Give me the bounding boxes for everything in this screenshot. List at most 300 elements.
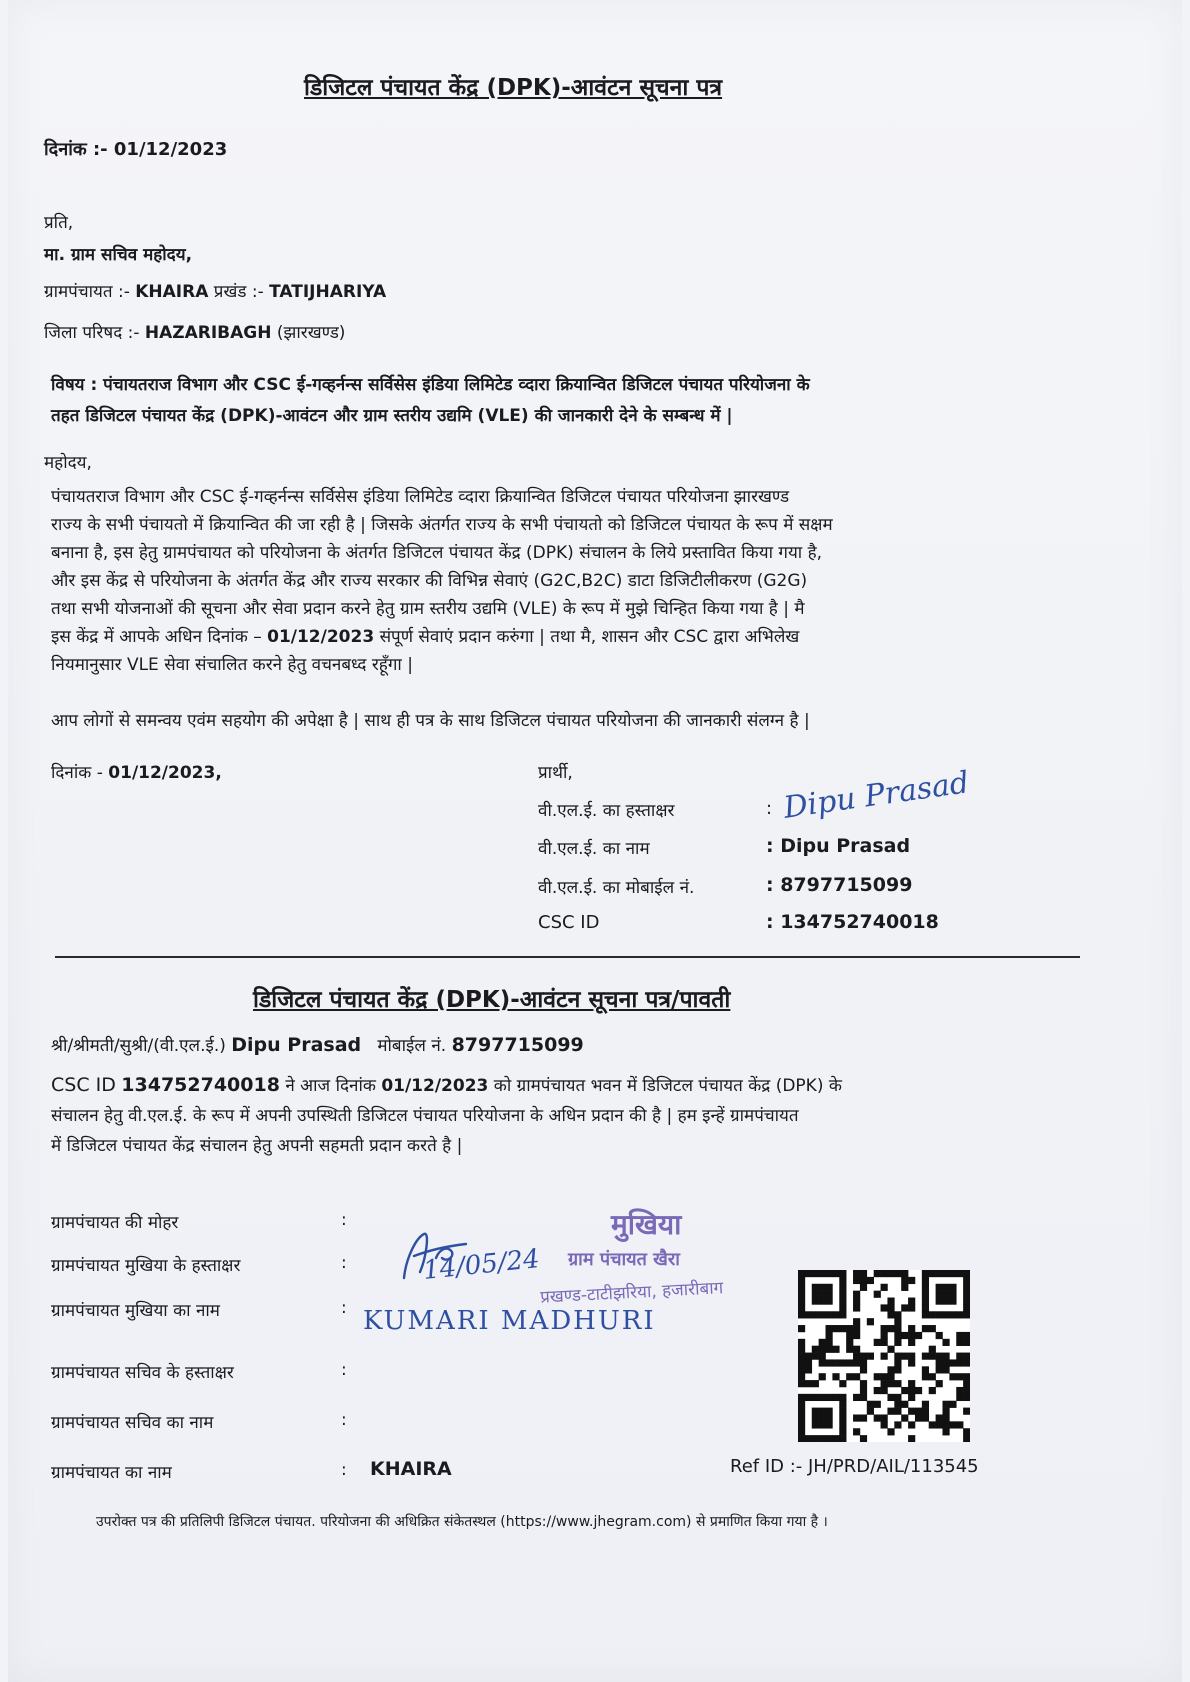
qr-module [839,1421,846,1428]
qr-module [805,1380,812,1387]
qr-module [839,1380,846,1387]
vle-name-value: : Dipu Prasad [766,835,911,857]
vle-cscid-label: CSC ID [538,912,600,933]
qr-module [963,1373,970,1380]
qr-module [956,1311,963,1318]
qr-module [874,1414,881,1421]
qr-module [846,1325,853,1332]
addressee: मा. ग्राम सचिव महोदय, [44,245,193,265]
qr-module [860,1414,867,1421]
qr-module [832,1394,839,1401]
qr-module [881,1421,888,1428]
qr-module [853,1353,860,1360]
ref-id: Ref ID :- JH/PRD/AIL/113545 [730,1456,979,1477]
qr-module [942,1414,949,1421]
qr-module [963,1277,970,1284]
qr-module [922,1373,929,1380]
qr-module [839,1304,846,1311]
qr-module [908,1408,915,1415]
qr-module [887,1270,894,1277]
qr-module [839,1311,846,1318]
qr-module [853,1394,860,1401]
qr-module [963,1380,970,1387]
qr-module [839,1394,846,1401]
qr-module [798,1284,805,1291]
field-gp-name-colon: : [341,1460,347,1480]
qr-module [956,1359,963,1366]
qr-module [860,1353,867,1360]
subject-line-1: विषय : पंचायतराज विभाग और CSC ई-गव्हर्नन्स सर्विसेस इंडिया लिमिटेड व्दारा क्रियान्वित डिजिटल पंचायत परियोजना के [51,375,810,395]
qr-module [929,1311,936,1318]
qr-module [860,1380,867,1387]
qr-module [839,1428,846,1435]
qr-module [839,1414,846,1421]
receipt-date: 01/12/2023 [381,1076,489,1096]
qr-module [853,1332,860,1339]
qr-module [936,1366,943,1373]
qr-module [887,1298,894,1305]
qr-module [846,1339,853,1346]
qr-module [798,1359,805,1366]
qr-module [846,1359,853,1366]
qr-module [798,1277,805,1284]
qr-module [936,1414,943,1421]
qr-module [887,1428,894,1435]
qr-module [894,1394,901,1401]
qr-module [963,1387,970,1394]
qr-module [963,1291,970,1298]
field-sachiv-sig-label: ग्रामपंचायत सचिव के हस्ताक्षर [51,1363,234,1383]
signoff-date-label: दिनांक - [51,763,103,783]
qr-module [853,1414,860,1421]
qr-module [805,1435,812,1442]
qr-module [949,1284,956,1291]
qr-module [894,1332,901,1339]
qr-module [963,1394,970,1401]
qr-module [929,1270,936,1277]
qr-module [805,1353,812,1360]
qr-module [805,1270,812,1277]
qr-module [853,1304,860,1311]
qr-module [963,1353,970,1360]
gp-line [44,279,386,302]
qr-module [908,1339,915,1346]
qr-module [887,1325,894,1332]
qr-module [832,1311,839,1318]
qr-module [942,1353,949,1360]
person-name: Dipu Prasad [231,1034,362,1056]
qr-module [832,1325,839,1332]
body-line: नियमानुसार VLE सेवा संचालित करने हेतु वचनबध्द रहूँगा | [51,655,413,675]
qr-module [839,1298,846,1305]
vle-signature: Dipu Prasad [781,765,972,826]
qr-module [860,1435,867,1442]
qr-module [826,1270,833,1277]
qr-module [901,1353,908,1360]
qr-module [826,1394,833,1401]
qr-module [942,1408,949,1415]
qr-module [853,1325,860,1332]
qr-module [949,1401,956,1408]
body-line: बनाना है, इस हेतु ग्रामपंचायत को परियोजना के अंतर्गत डिजिटल पंचायत केंद्र (DPK) संचालन के लिये प्रस्तावित किया गया है, [51,543,823,563]
qr-code [798,1270,970,1442]
qr-module [812,1298,819,1305]
qr-module [832,1359,839,1366]
qr-module [832,1435,839,1442]
qr-module [860,1394,867,1401]
qr-module [929,1346,936,1353]
qr-module [901,1414,908,1421]
body-line: तथा सभी योजनाओं की सूचना और सेवा प्रदान करने हेतु ग्राम स्तरीय उद्यमि (VLE) के रूप में मुझे चिन्हित किया गया है | मै [51,599,805,619]
qr-module [826,1284,833,1291]
qr-module [819,1339,826,1346]
qr-module [819,1311,826,1318]
qr-module [949,1373,956,1380]
qr-module [936,1311,943,1318]
qr-module [819,1414,826,1421]
qr-module [798,1270,805,1277]
qr-module [798,1428,805,1435]
qr-module [901,1304,908,1311]
body-line: और इस केंद्र से परियोजना के अंतर्गत केंद्र और राज्य सरकार की विभिन्न सेवाएं (G2C,B2C) डाटा डिजिटीलीकरण (G2G) [51,571,808,591]
district-label: जिला परिषद :- [44,323,140,343]
qr-module [798,1435,805,1442]
qr-module [908,1421,915,1428]
qr-module [881,1270,888,1277]
block-value: TATIJHARIYA [269,282,387,302]
qr-module [963,1270,970,1277]
body-line: राज्य के सभी पंचायतो में क्रियान्वित की जा रही है | जिसके अंतर्गत राज्य के सभी पंचायतो को डिजिटल पंचायत के रूप में सक्षम [51,515,833,535]
state: (झारखण्ड) [276,323,346,343]
qr-module [867,1353,874,1360]
footer-note: उपरोक्त पत्र की प्रतिलिपी डिजिटल पंचायत. परियोजना की अधिक्रित संकेतस्थल (https://www.jhegram.com) से प्रमाणित किया गया है । [96,1514,828,1530]
qr-module [956,1387,963,1394]
qr-module [963,1359,970,1366]
qr-module [908,1394,915,1401]
qr-module [798,1401,805,1408]
qr-module [942,1270,949,1277]
qr-module [963,1339,970,1346]
qr-module [867,1318,874,1325]
qr-module [881,1414,888,1421]
qr-module [942,1366,949,1373]
qr-module [929,1421,936,1428]
qr-module [798,1346,805,1353]
qr-module [908,1332,915,1339]
district-line [44,320,345,343]
qr-module [881,1380,888,1387]
qr-module [881,1373,888,1380]
receipt-text-b: को ग्रामपंचायत भवन में डिजिटल पंचायत केंद्र (DPK) के [493,1076,842,1096]
qr-module [826,1291,833,1298]
person-mobile-prefix: मोबाईल नं. [377,1036,447,1056]
qr-module [846,1332,853,1339]
gp-label: ग्रामपंचायत :- [44,282,130,302]
qr-module [826,1311,833,1318]
qr-module [956,1339,963,1346]
qr-module [881,1304,888,1311]
qr-module [819,1359,826,1366]
qr-module [798,1408,805,1415]
qr-module [798,1298,805,1305]
qr-module [901,1387,908,1394]
qr-module [956,1373,963,1380]
qr-module [963,1298,970,1305]
qr-module [798,1325,805,1332]
qr-module [798,1304,805,1311]
qr-module [894,1353,901,1360]
qr-module [832,1346,839,1353]
qr-module [922,1366,929,1373]
qr-module [860,1270,867,1277]
qr-module [798,1353,805,1360]
qr-module [887,1394,894,1401]
qr-module [922,1291,929,1298]
qr-module [819,1435,826,1442]
qr-module [963,1311,970,1318]
qr-module [853,1298,860,1305]
qr-module [853,1277,860,1284]
vle-sig-colon: : [766,798,773,819]
qr-module [798,1421,805,1428]
qr-module [894,1359,901,1366]
qr-module [922,1277,929,1284]
field-sachiv-name-colon: : [341,1410,347,1430]
qr-module [826,1346,833,1353]
qr-module [942,1428,949,1435]
field-sachiv-name-label: ग्रामपंचायत सचिव का नाम [51,1413,214,1433]
vle-name-label: वी.एल.ई. का नाम [538,839,650,859]
qr-module [812,1284,819,1291]
qr-module [798,1339,805,1346]
qr-module [860,1366,867,1373]
qr-module [949,1311,956,1318]
qr-module [798,1380,805,1387]
qr-module [963,1428,970,1435]
mukhiya-handwritten-name: KUMARI MADHURI [363,1306,656,1336]
qr-module [942,1359,949,1366]
qr-module [894,1325,901,1332]
qr-module [812,1346,819,1353]
field-mukhiya-sig-label: ग्रामपंचायत मुखिया के हस्ताक्षर [51,1256,241,1276]
qr-module [860,1387,867,1394]
qr-module [922,1414,929,1421]
qr-module [963,1284,970,1291]
qr-module [887,1373,894,1380]
qr-module [826,1421,833,1428]
qr-module [915,1332,922,1339]
receipt-line: में डिजिटल पंचायत केंद्र संचालन हेतु अपनी सहमती प्रदान करते है | [51,1136,463,1156]
qr-module [887,1346,894,1353]
qr-module [936,1332,943,1339]
gp-value: KHAIRA [135,282,209,302]
qr-module [922,1311,929,1318]
qr-module [826,1408,833,1415]
qr-module [853,1373,860,1380]
line6-a: इस केंद्र में आपके अधिन दिनांक – [51,627,262,647]
applicant-label: प्रार्थी, [538,763,573,783]
qr-module [819,1284,826,1291]
field-gp-name-value: KHAIRA [370,1458,452,1480]
qr-module [826,1359,833,1366]
qr-module [942,1311,949,1318]
page-title: डिजिटल पंचायत केंद्र (DPK)-आवंटन सूचना पत्र [304,75,723,101]
field-mukhiya-name-label: ग्रामपंचायत मुखिया का नाम [51,1301,220,1321]
qr-module [936,1353,943,1360]
qr-module [812,1435,819,1442]
qr-module [929,1325,936,1332]
qr-module [887,1380,894,1387]
qr-module [812,1270,819,1277]
qr-module [922,1401,929,1408]
field-seal-colon: : [341,1210,347,1230]
qr-module [894,1270,901,1277]
receipt-cscid: 134752740018 [121,1074,280,1096]
qr-module [826,1332,833,1339]
qr-module [832,1373,839,1380]
qr-module [839,1435,846,1442]
letter-date: दिनांक :- 01/12/2023 [44,139,228,160]
qr-module [819,1346,826,1353]
qr-module [922,1284,929,1291]
qr-module [846,1373,853,1380]
qr-module [819,1394,826,1401]
qr-module [839,1359,846,1366]
qr-module [805,1359,812,1366]
body-line [51,623,1091,651]
qr-module [922,1353,929,1360]
qr-module [929,1353,936,1360]
qr-module [839,1270,846,1277]
qr-module [812,1408,819,1415]
qr-module [881,1387,888,1394]
qr-module [839,1408,846,1415]
qr-module [949,1270,956,1277]
qr-module [887,1408,894,1415]
qr-module [812,1421,819,1428]
qr-module [936,1380,943,1387]
qr-module [832,1270,839,1277]
qr-module [894,1318,901,1325]
qr-module [956,1353,963,1360]
qr-module [908,1298,915,1305]
qr-module [839,1401,846,1408]
qr-module [826,1435,833,1442]
block-label: प्रखंड :- [213,282,264,302]
qr-module [874,1373,881,1380]
qr-module [956,1270,963,1277]
field-gp-name-label: ग्रामपंचायत का नाम [51,1463,172,1483]
qr-module [949,1291,956,1298]
qr-module [922,1325,929,1332]
qr-module [881,1332,888,1339]
qr-module [908,1277,915,1284]
qr-module [949,1298,956,1305]
qr-module [853,1359,860,1366]
district-value: HAZARIBAGH [144,323,272,343]
qr-module [963,1332,970,1339]
qr-module [908,1359,915,1366]
qr-module [812,1380,819,1387]
qr-module [922,1408,929,1415]
mukhiya-stamp-title: मुखिया [611,1208,682,1241]
qr-module [915,1414,922,1421]
qr-module [805,1394,812,1401]
field-sachiv-sig-colon: : [341,1360,347,1380]
qr-module [894,1311,901,1318]
qr-module [942,1339,949,1346]
qr-module [908,1353,915,1360]
qr-module [956,1421,963,1428]
qr-module [956,1332,963,1339]
qr-module [908,1325,915,1332]
vle-mobile-value: : 8797715099 [766,874,913,896]
qr-module [922,1298,929,1305]
qr-module [908,1387,915,1394]
subject-line-2: तहत डिजिटल पंचायत केंद्र (DPK)-आवंटन और ग्राम स्तरीय उद्यमि (VLE) की जानकारी देने के सम्बन्ध में | [51,406,733,426]
qr-module [949,1359,956,1366]
receipt-text-a: ने आज दिनांक [285,1076,376,1096]
qr-module [908,1380,915,1387]
qr-module [798,1291,805,1298]
qr-module [942,1401,949,1408]
qr-module [949,1421,956,1428]
qr-module [963,1408,970,1415]
qr-module [942,1421,949,1428]
prati: प्रति, [44,213,74,233]
qr-module [894,1339,901,1346]
qr-module [894,1366,901,1373]
mukhiya-stamp-block: प्रखण्ड-टाटीझरिया, हजारीबाग [539,1278,724,1308]
qr-module [901,1401,908,1408]
qr-module [798,1414,805,1421]
qr-module [867,1401,874,1408]
qr-module [798,1311,805,1318]
qr-module [929,1387,936,1394]
qr-module [853,1291,860,1298]
qr-module [963,1304,970,1311]
qr-module [936,1291,943,1298]
qr-module [819,1373,826,1380]
qr-code-image [798,1270,970,1442]
qr-module [887,1366,894,1373]
qr-module [846,1346,853,1353]
signoff-date [51,760,222,783]
vle-cscid-value: : 134752740018 [766,911,939,933]
qr-module [894,1421,901,1428]
qr-module [881,1325,888,1332]
qr-module [901,1284,908,1291]
closing-line: आप लोगों से समन्वय एवंम सहयोग की अपेक्षा है | साथ ही पत्र के साथ डिजिटल पंचायत परियोजना की जानकारी संलग्न है | [51,711,810,731]
qr-module [929,1373,936,1380]
mukhiya-sign-date: 14/05/24 [421,1243,542,1287]
qr-module [887,1304,894,1311]
qr-module [860,1277,867,1284]
signoff-date-value: 01/12/2023, [108,763,222,783]
body-line: पंचायतराज विभाग और CSC ई-गव्हर्नन्स सर्विसेस इंडिया लिमिटेड व्दारा क्रियान्वित डिजिटल पंचायत परियोजना झारखण्ड [51,487,790,507]
qr-module [819,1298,826,1305]
vle-sig-label: वी.एल.ई. का हस्ताक्षर [538,801,675,821]
qr-module [819,1421,826,1428]
qr-module [853,1428,860,1435]
qr-module [874,1270,881,1277]
qr-module [819,1353,826,1360]
qr-module [956,1394,963,1401]
qr-module [894,1408,901,1415]
qr-module [839,1291,846,1298]
qr-module [874,1401,881,1408]
body-paragraph [51,483,1091,679]
